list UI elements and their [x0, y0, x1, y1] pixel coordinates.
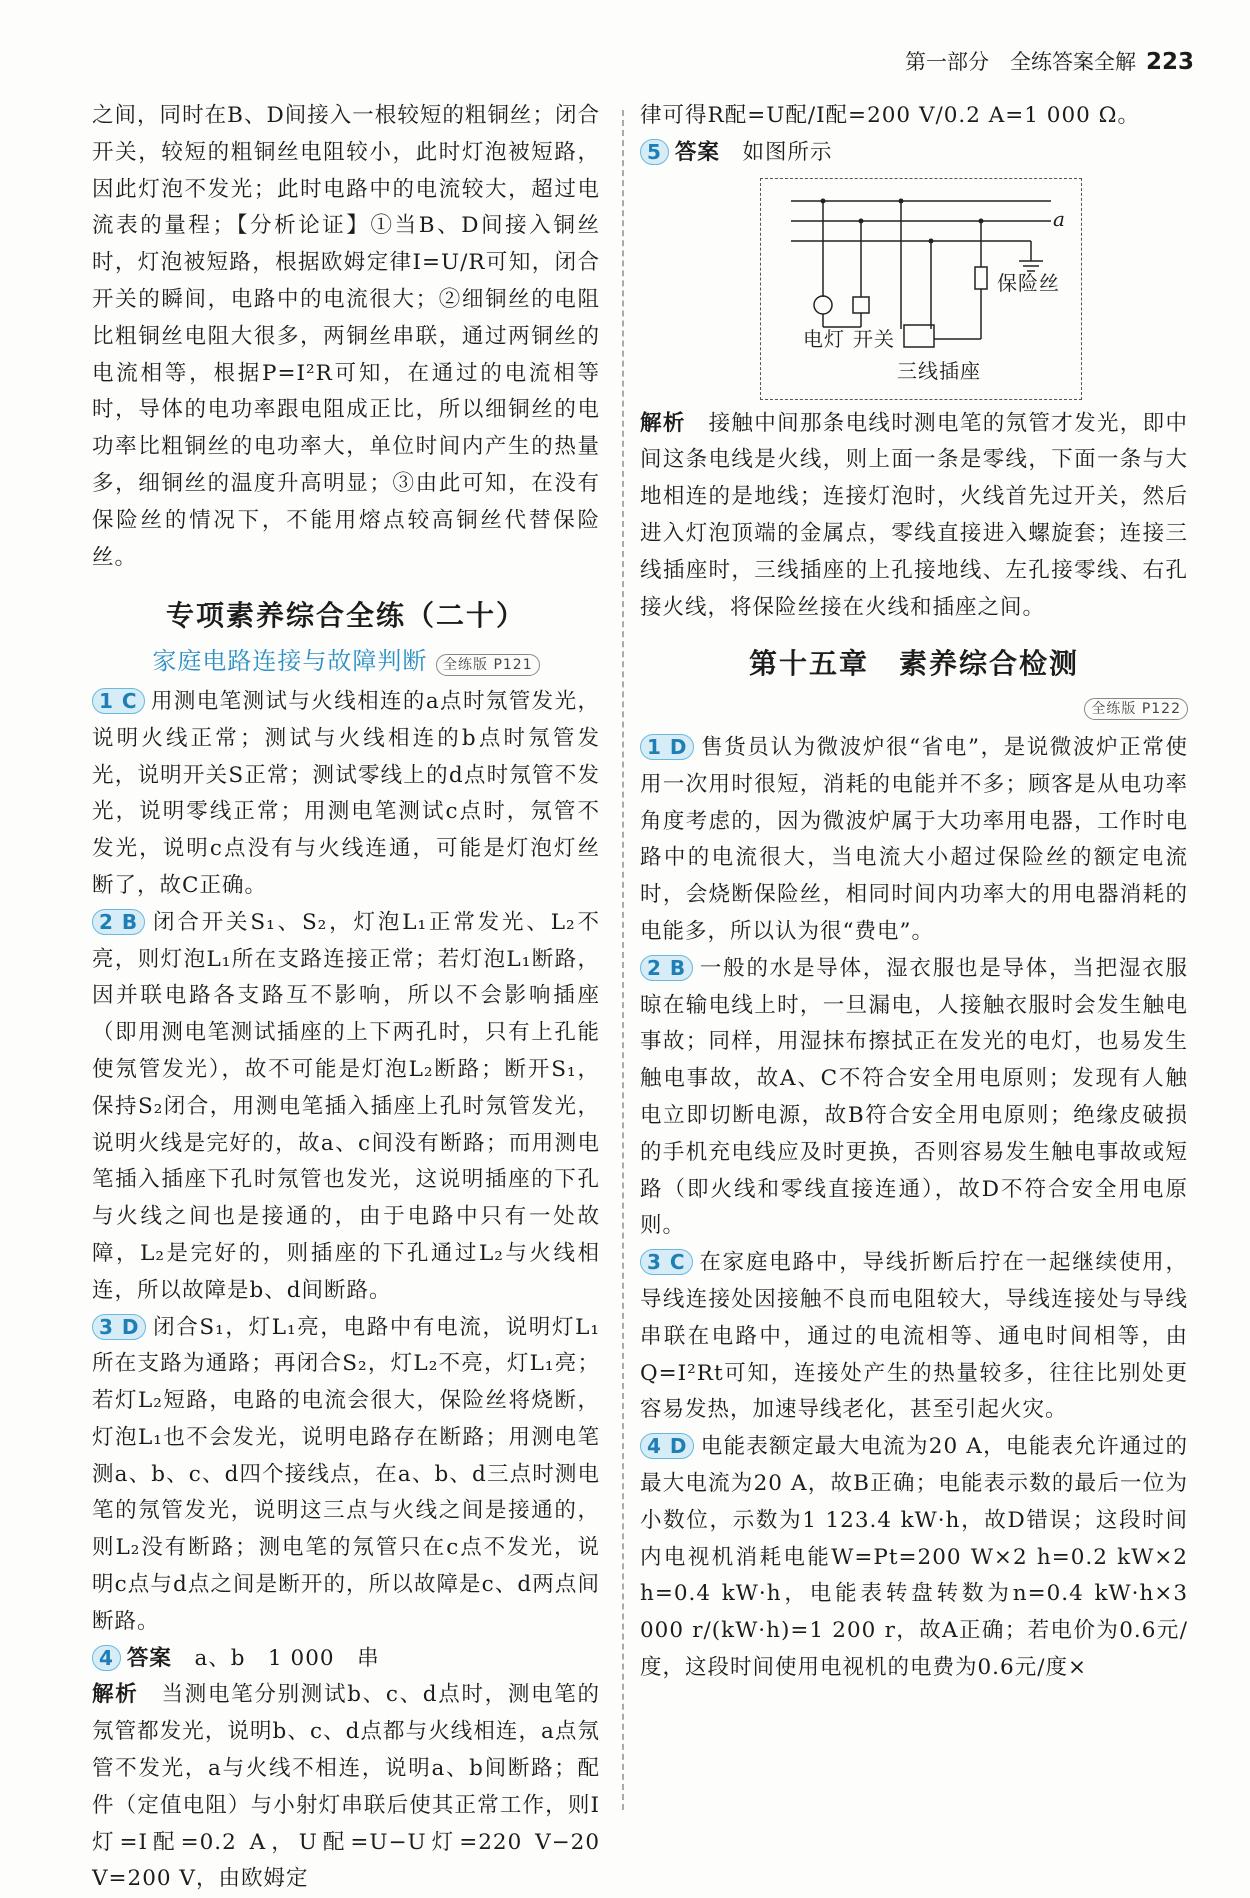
answer-5: [640, 135, 1188, 172]
check-4-badge: 4 D: [640, 1433, 694, 1459]
answer-4-text: a、b 1 000 串: [194, 1645, 380, 1671]
label-fuse: 保险丝: [997, 270, 1060, 295]
analysis-5-text: 接触中间那条电线时测电笔的氖管才发光，即中间这条电线是火线，则上面一条是零线，下面一条与大地相连的是地线；连接灯泡时，火线首先过开关，然后进入灯泡顶端的金属点，零线直接进入螺旋套；连接三线插座时，三线插座的上孔接地线、左孔接零线、右孔接火线，将保险丝接在火线和插座之间。: [640, 410, 1188, 620]
header-text: 第一部分 全练答案全解: [904, 50, 1136, 74]
analysis-5-label: 解析: [640, 410, 686, 436]
column-divider: [622, 110, 624, 1810]
answer-5-badge: 5: [640, 139, 669, 165]
check-1-text: 售货员认为微波炉很“省电”，是说微波炉正常使用一次用时很短，消耗的电能并不多；顾客是从电功率角度考虑的，因为微波炉属于大功率用电器，工作时电路中的电流很大，当电流大小超过保险丝的额定电流时，会烧断保险丝，相同时间内功率大的用电器消耗的电能多，所以认为很“费电”。: [640, 734, 1188, 944]
label-a: a: [1053, 206, 1066, 231]
check-3: [640, 1245, 1188, 1429]
lamp-symbol: [814, 296, 832, 314]
answer-2-text: 闭合开关S₁、S₂，灯泡L₁正常发光、L₂不亮，则灯泡L₁所在支路连接正常；若灯泡L₁断路，因并联电路各支路互不影响，所以不会影响插座（即用测电笔测试插座的上下两孔时，只有上孔能使氖管发光），故不可能是灯泡L₂断路；断开S₁，保持S₂闭合，用测电笔插入插座上孔时氖管发光，说明火线是完好的，故a、c间没有断路；而用测电笔插入插座下孔时氖管也发光，这说明插座的下孔与火线之间也是接通的，由于电路中只有一处故障，L₂是完好的，则插座的下孔通过L₂与火线相连，所以故障是b、d间断路。: [92, 909, 600, 1303]
answer-3: [92, 1310, 600, 1641]
analysis-4-text: 当测电笔分别测试b、c、d点时，测电笔的氖管都发光，说明b、c、d点都与火线相连，a点氖管不发光，a与火线不相连，说明a、b间断路；配件（定值电阻）与小射灯串联后使其正常工作，则I灯=I配=0.2 A，U配=U−U灯=220 V−20 V=200 V，由欧姆定: [92, 1682, 600, 1892]
analysis-4-continued: 律可得R配=U配/I配=200 V/0.2 A=1 000 Ω。: [640, 103, 1140, 128]
analysis-5: [640, 406, 1188, 627]
socket-symbol: [904, 325, 934, 347]
check-4-text: 电能表额定最大电流为20 A，电能表允许通过的最大电流为20 A，故B正确；电能表示数的最后一位为小数位，示数为1 123.4 kW·h，故D错误；这段时间内电视机消耗电能W=Pt=200 W×2 h=0.2 kW×2 h=0.4 kW·h，电能表转盘转数为n=0.4 kW·h×3 000 r/(kW·h)=1 200 r，故A正确；若电价为0.6元/度，这段时间使用电视机的电费为0.6元/度×: [640, 1434, 1188, 1680]
answer-1-badge: 1 C: [92, 688, 145, 714]
answer-5-text: 如图所示: [742, 139, 833, 165]
answer-3-badge: 3 D: [92, 1314, 146, 1340]
chapter-tag: 全练版 P122: [1084, 698, 1188, 720]
check-2-badge: 2 B: [640, 955, 693, 981]
chapter-title: 第十五章 素养综合检测: [748, 647, 1079, 681]
answer-1: [92, 684, 600, 905]
intro-paragraph: 之间，同时在B、D间接入一根较短的粗铜丝；闭合开关，较短的粗铜丝电阻较小，此时灯泡被短路，因此灯泡不发光；此时电路中的电流较大，超过电流表的量程；【分析论证】①当B、D间接入铜丝时，灯泡被短路，根据欧姆定律I=U/R可知，闭合开关的瞬间，电路中的电流很大；②细铜丝的电阻比粗铜丝电阻大很多，两铜丝串联，通过两铜丝的电流相等，根据P=I²R可知，在通过的电流相等时，导体的电功率跟电阻成正比，所以细铜丝的电功率比粗铜丝的电功率大，单位时间内产生的热量多，细铜丝的温度升高明显；③由此可知，在没有保险丝的情况下，不能用熔点较高铜丝代替保险丝。: [92, 103, 600, 570]
switch-symbol: [853, 297, 869, 313]
answer-2: [92, 905, 600, 1310]
check-3-text: 在家庭电路中，导线折断后拧在一起继续使用，导线连接处因接触不良而电阻较大，导线连接处与导线串联在电路中，通过的电流相等、通电时间相等，由Q=I²Rt可知，连接处产生的热量较多，往往比别处更容易发热，加速导线老化，甚至引起火灾。: [640, 1250, 1188, 1423]
answer-5-label: 答案: [674, 139, 720, 165]
left-column: [92, 98, 600, 1898]
check-2-text: 一般的水是导体，湿衣服也是导体，当把湿衣服晾在输电线上时，一旦漏电，人接触衣服时会发生触电事故；同样，用湿抹布擦拭正在发光的电灯，也易发生触电事故，故A、C不符合安全用电原则；发现有人触电立即切断电源，故B符合安全用电原则；绝缘皮破损的手机充电线应及时更换，否则容易发生触电事故或短路（即火线和零线直接连通），故D不符合安全用电原则。: [640, 955, 1188, 1239]
fuse-symbol: [975, 267, 987, 289]
answer-2-badge: 2 B: [92, 909, 145, 935]
answer-4-badge: 4: [92, 1645, 121, 1671]
right-column: [640, 98, 1188, 1687]
label-lamp: 电灯: [803, 326, 845, 351]
section-title: 专项素养综合全练（二十）: [165, 599, 526, 633]
check-1-badge: 1 D: [640, 734, 694, 760]
answer-4: [92, 1641, 600, 1678]
section-sub-text: 家庭电路连接与故障判断: [152, 647, 428, 676]
answer-1-text: 用测电笔测试与火线相连的a点时氖管发光，说明火线正常；测试与火线相连的b点时氖管发光，说明开关S正常；测试零线上的d点时氖管不发光，说明零线正常；用测电笔测试c点时，氖管不发光，说明c点没有与火线连通，可能是灯泡灯丝断了，故C正确。: [92, 688, 600, 898]
answer-3-text: 闭合S₁，灯L₁亮，电路中有电流，说明灯L₁所在支路为通路；再闭合S₂，灯L₂不亮，灯L₁亮；若灯L₂短路，电路的电流会很大，保险丝将烧断，灯泡L₁也不会发光，说明电路存在断路；用测电笔测a、b、c、d四个接线点，在a、b、d三点时测电笔的氖管发光，说明这三点与火线之间是接通的，则L₂没有断路；测电笔的氖管只在c点不发光，说明c点与d点之间是断开的，所以故障是c、d两点间断路。: [92, 1314, 600, 1634]
check-4: [640, 1429, 1188, 1687]
check-2: [640, 951, 1188, 1245]
analysis-4: [92, 1677, 600, 1898]
section-subtitle: [92, 643, 600, 680]
check-3-badge: 3 C: [640, 1249, 693, 1275]
answer-4-label: 答案: [126, 1645, 172, 1671]
check-1: [640, 730, 1188, 951]
label-socket: 三线插座: [897, 358, 981, 383]
page-header: [905, 46, 1194, 76]
page-number: 223: [1145, 49, 1194, 75]
label-switch: 开关: [853, 326, 895, 351]
analysis-4-label: 解析: [92, 1682, 139, 1708]
circuit-diagram: [760, 178, 1082, 400]
section-tag: 全练版 P121: [436, 654, 540, 676]
